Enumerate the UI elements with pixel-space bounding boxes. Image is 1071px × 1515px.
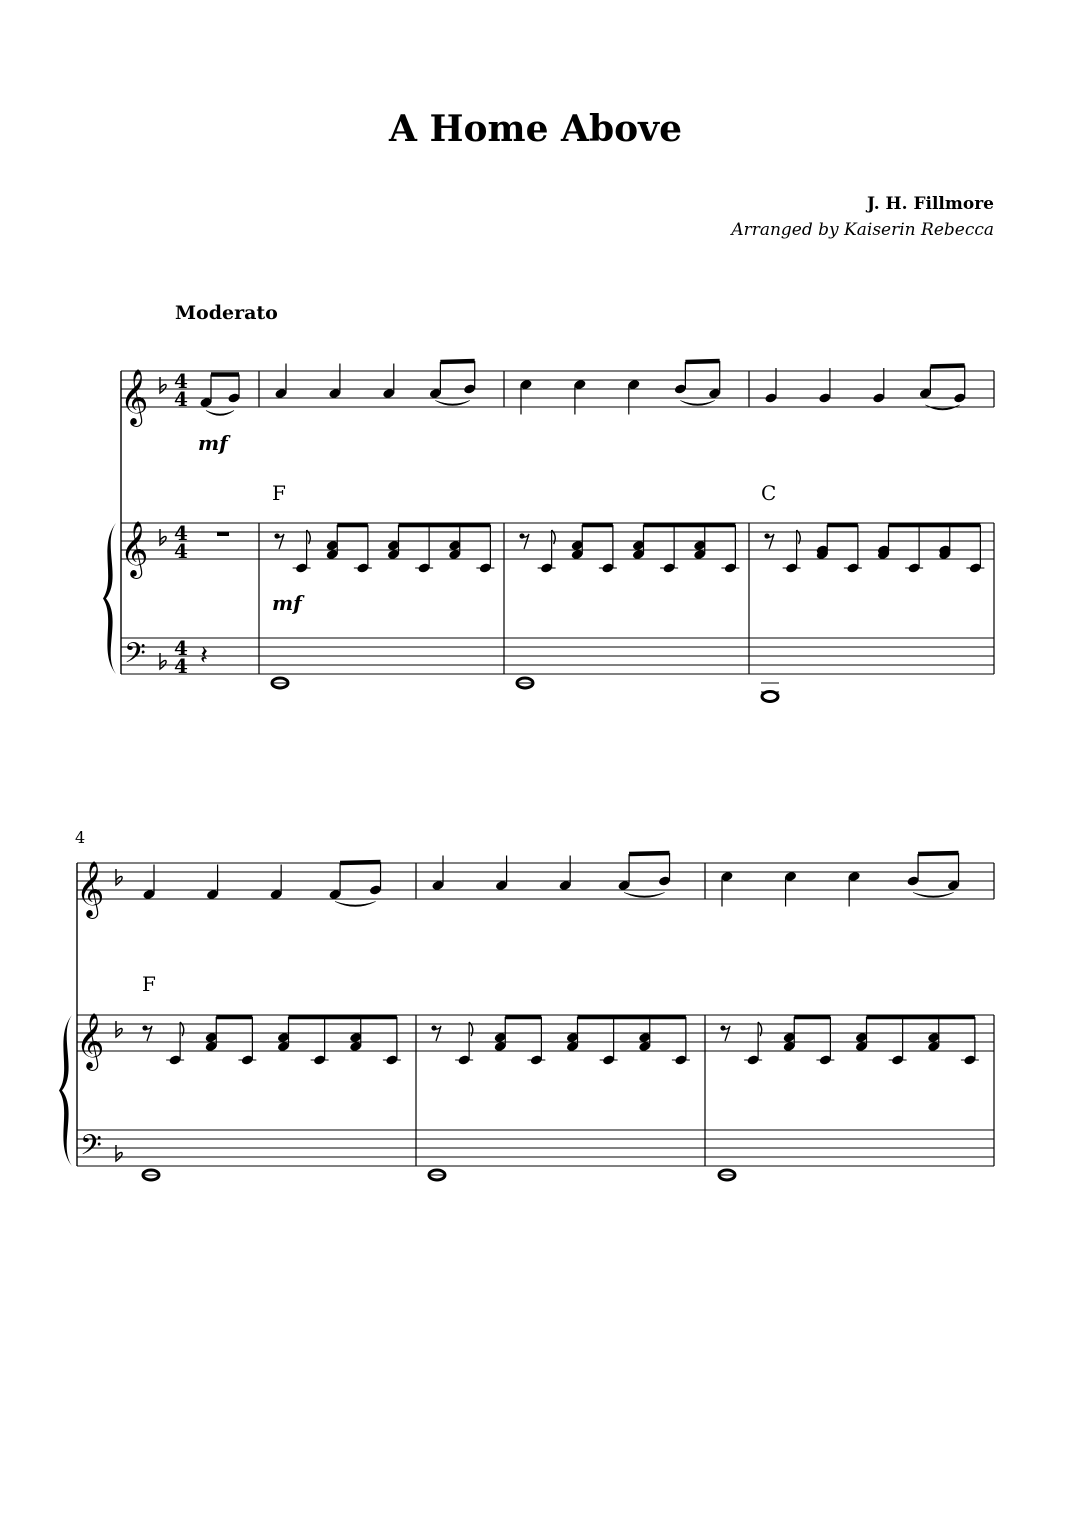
beam xyxy=(440,361,474,362)
beam xyxy=(918,853,958,854)
slur xyxy=(335,902,375,907)
time-signature-top: 4 xyxy=(174,521,188,545)
chord-symbol: F xyxy=(272,481,286,505)
beam xyxy=(930,366,964,367)
bass-clef-icon: 𝄢 xyxy=(124,637,146,677)
dynamic-marking: mf xyxy=(272,591,302,615)
brace-icon xyxy=(103,523,116,674)
staff xyxy=(121,638,994,674)
slur xyxy=(435,401,469,406)
time-signature-top: 4 xyxy=(174,369,188,393)
score-title: A Home Above xyxy=(389,108,682,150)
staff xyxy=(121,371,994,407)
half-rest xyxy=(217,532,229,536)
quarter-rest: 𝄽 xyxy=(200,641,208,671)
treble-clef-icon: 𝄞 xyxy=(120,521,149,577)
flat-icon xyxy=(116,1145,122,1161)
time-signature-bottom: 4 xyxy=(174,387,188,411)
slur xyxy=(680,401,714,406)
tempo-marking: Moderato xyxy=(175,302,278,324)
time-signature-bottom: 4 xyxy=(174,539,188,563)
time-signature-top: 4 xyxy=(174,636,188,660)
slur xyxy=(624,893,664,898)
dynamic-marking: mf xyxy=(198,431,228,455)
staff xyxy=(77,1130,994,1166)
beam xyxy=(629,853,669,854)
composer: J. H. Fillmore xyxy=(866,194,994,214)
beam xyxy=(340,862,380,863)
flat-icon xyxy=(160,653,166,669)
slur xyxy=(913,893,953,898)
brace-icon xyxy=(59,1015,72,1166)
slur xyxy=(206,411,234,416)
staff xyxy=(121,523,994,559)
system-2 xyxy=(59,828,994,1180)
system-1 xyxy=(103,361,994,702)
arranger: Arranged by Kaiserin Rebecca xyxy=(731,220,994,240)
treble-clef-icon: 𝄞 xyxy=(120,369,149,425)
whole-note xyxy=(762,692,778,702)
beam xyxy=(685,361,719,362)
flat-icon xyxy=(116,1021,122,1037)
chord-symbol: F xyxy=(142,972,156,996)
flat-icon xyxy=(160,529,166,545)
flat-icon xyxy=(116,869,122,885)
bass-clef-icon: 𝄢 xyxy=(80,1129,102,1169)
measure-number: 4 xyxy=(75,828,86,847)
treble-clef-icon: 𝄞 xyxy=(76,861,105,917)
chord-symbol: C xyxy=(761,481,777,505)
treble-clef-icon: 𝄞 xyxy=(76,1013,105,1069)
flat-icon xyxy=(160,377,166,393)
time-signature-bottom: 4 xyxy=(174,654,188,678)
